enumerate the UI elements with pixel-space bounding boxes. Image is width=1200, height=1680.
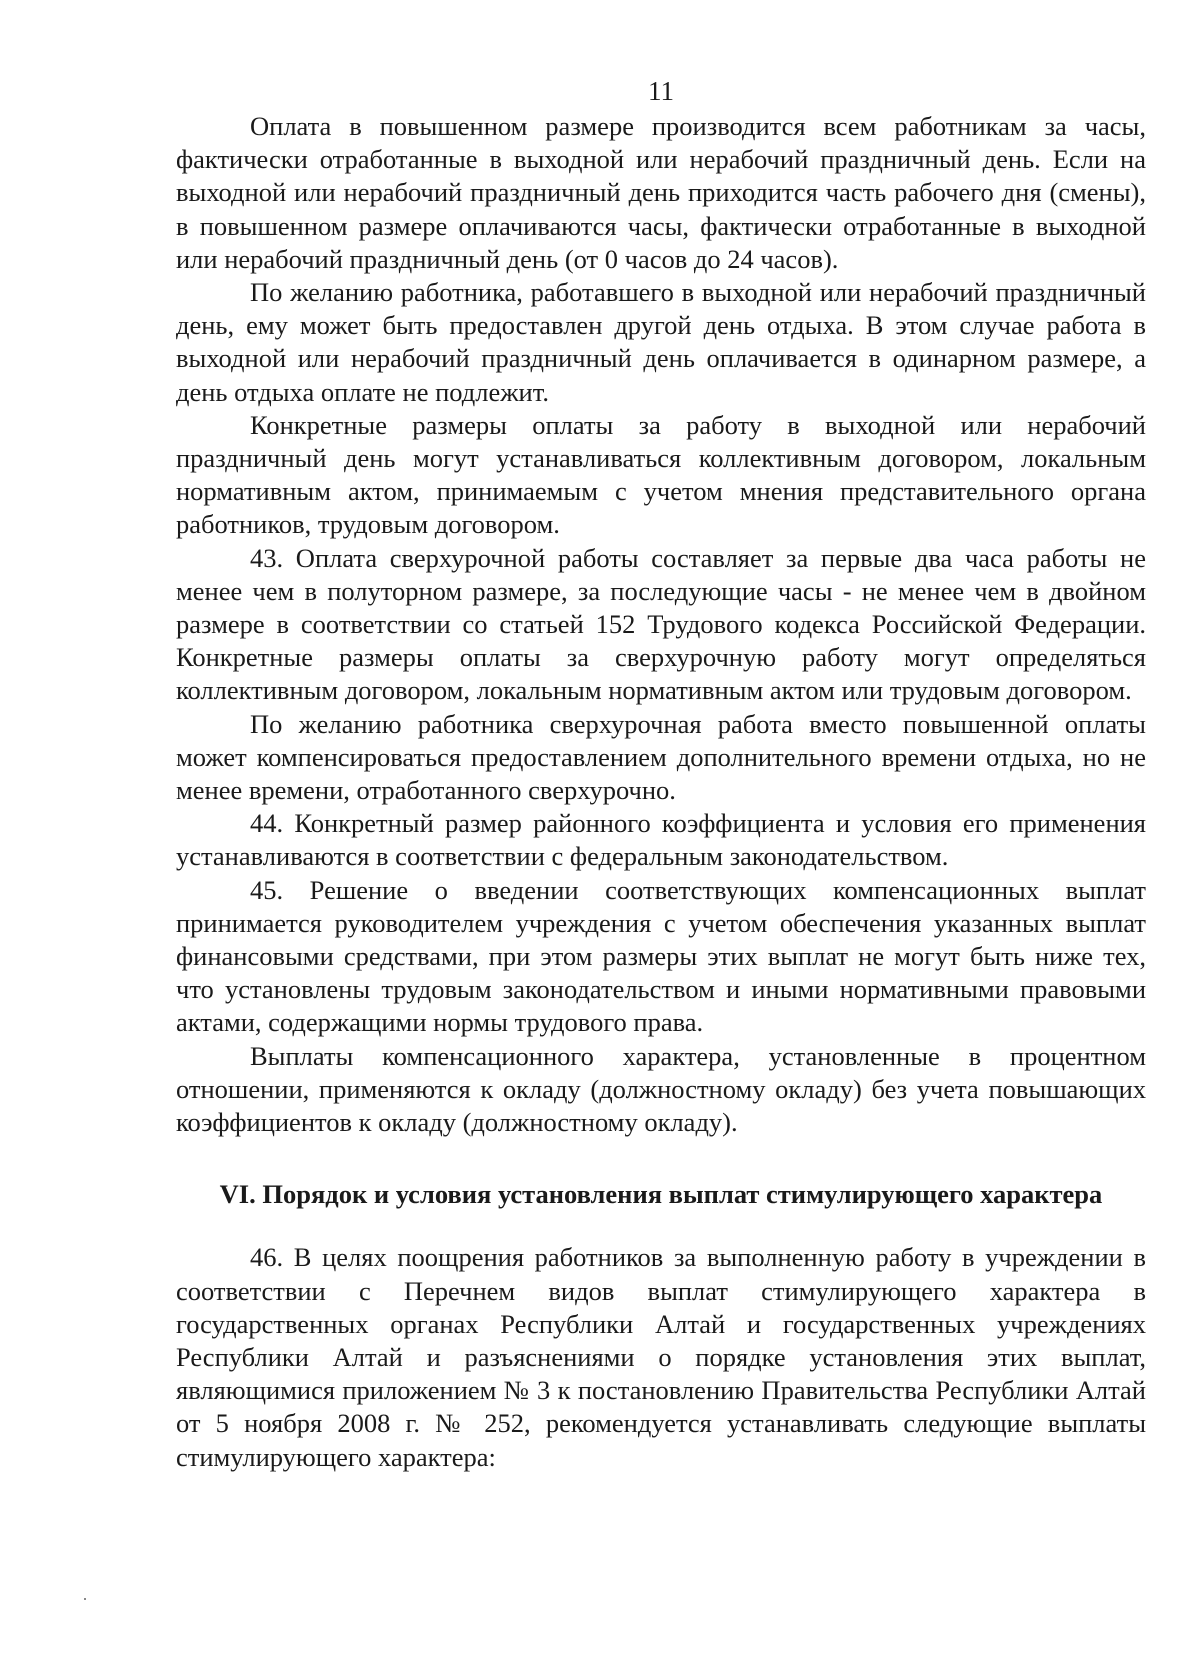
scan-speck [84, 1598, 86, 1600]
paragraph-overtime-rest: По желанию работника сверхурочная работа вместо повышенной оплаты может компенсироваться предоставлением дополнительного времени отдыха, но не менее времени, отработанного сверхурочно. [176, 708, 1146, 806]
section-heading: VI. Порядок и условия установления выплат стимулирующего характера [219, 1179, 1103, 1210]
paragraph-46-incentives: 46. В целях поощрения работников за выполненную работу в учреждении в соответствии с Перечнем видов выплат стимулирующего характера в государственных органах Республики Алтай и государственных учреждениях Республики Алтай и разъяснениями о порядке установления этих выплат, являющимися приложением № 3 к постановлению Правительства Республики Алтай от 5 ноября 2008 г. № 252, рекомендуется устанавливать следующие выплаты стимулирующего характера: [176, 1242, 1146, 1472]
paragraph-holiday-rates: Конкретные размеры оплаты за работу в выходной или нерабочий праздничный день могут устанавливаться коллективным договором, локальным нормативным актом, принимаемым с учетом мнения представительного органа работников, трудовым договором. [176, 409, 1146, 540]
paragraph-43-overtime: 43. Оплата сверхурочной работы составляет за первые два часа работы не менее чем в полуторном размере, за последующие часы - не менее чем в двойном размере в соответствии со статьей 152 Трудового кодекса Российской Федерации. Конкретные размеры оплаты за сверхурочную работу могут определяться коллективным договором, локальным нормативным актом или трудовым договором. [176, 542, 1146, 706]
paragraph-holiday-pay: Оплата в повышенном размере производится всем работникам за часы, фактически отработанные в выходной или нерабочий праздничный день. Если на выходной или нерабочий праздничный день приходится часть рабочего дня (смены), в повышенном размере оплачиваются часы, фактически отработанные в выходной или нерабочий праздничный день (от 0 часов до 24 часов). [176, 111, 1146, 274]
paragraph-45-compensation: 45. Решение о введении соответствующих компенсационных выплат принимается руководителем учреждения с учетом обеспечения указанных выплат финансовыми средствами, при этом размеры этих выплат не могут быть ниже тех, что установлены трудовым законодательством и иными нормативными правовыми актами, содержащими нормы трудового права. [176, 874, 1146, 1038]
paragraph-day-off: По желанию работника, работавшего в выходной или нерабочий праздничный день, ему может быть предоставлен другой день отдыха. В этом случае работа в выходной или нерабочий праздничный день оплачивается в одинарном размере, а день отдыха оплате не подлежит. [176, 277, 1146, 407]
page-number: 11 [648, 76, 674, 106]
paragraph-compensation-percent: Выплаты компенсационного характера, установленные в процентном отношении, применяются к окладу (должностному окладу) без учета повышающих коэффициентов к окладу (должностному окладу). [176, 1040, 1146, 1138]
document-page [176, 72, 1146, 1474]
paragraph-44-coefficient: 44. Конкретный размер районного коэффициента и условия его применения устанавливаются в соответствии с федеральным законодательством. [176, 808, 1146, 872]
